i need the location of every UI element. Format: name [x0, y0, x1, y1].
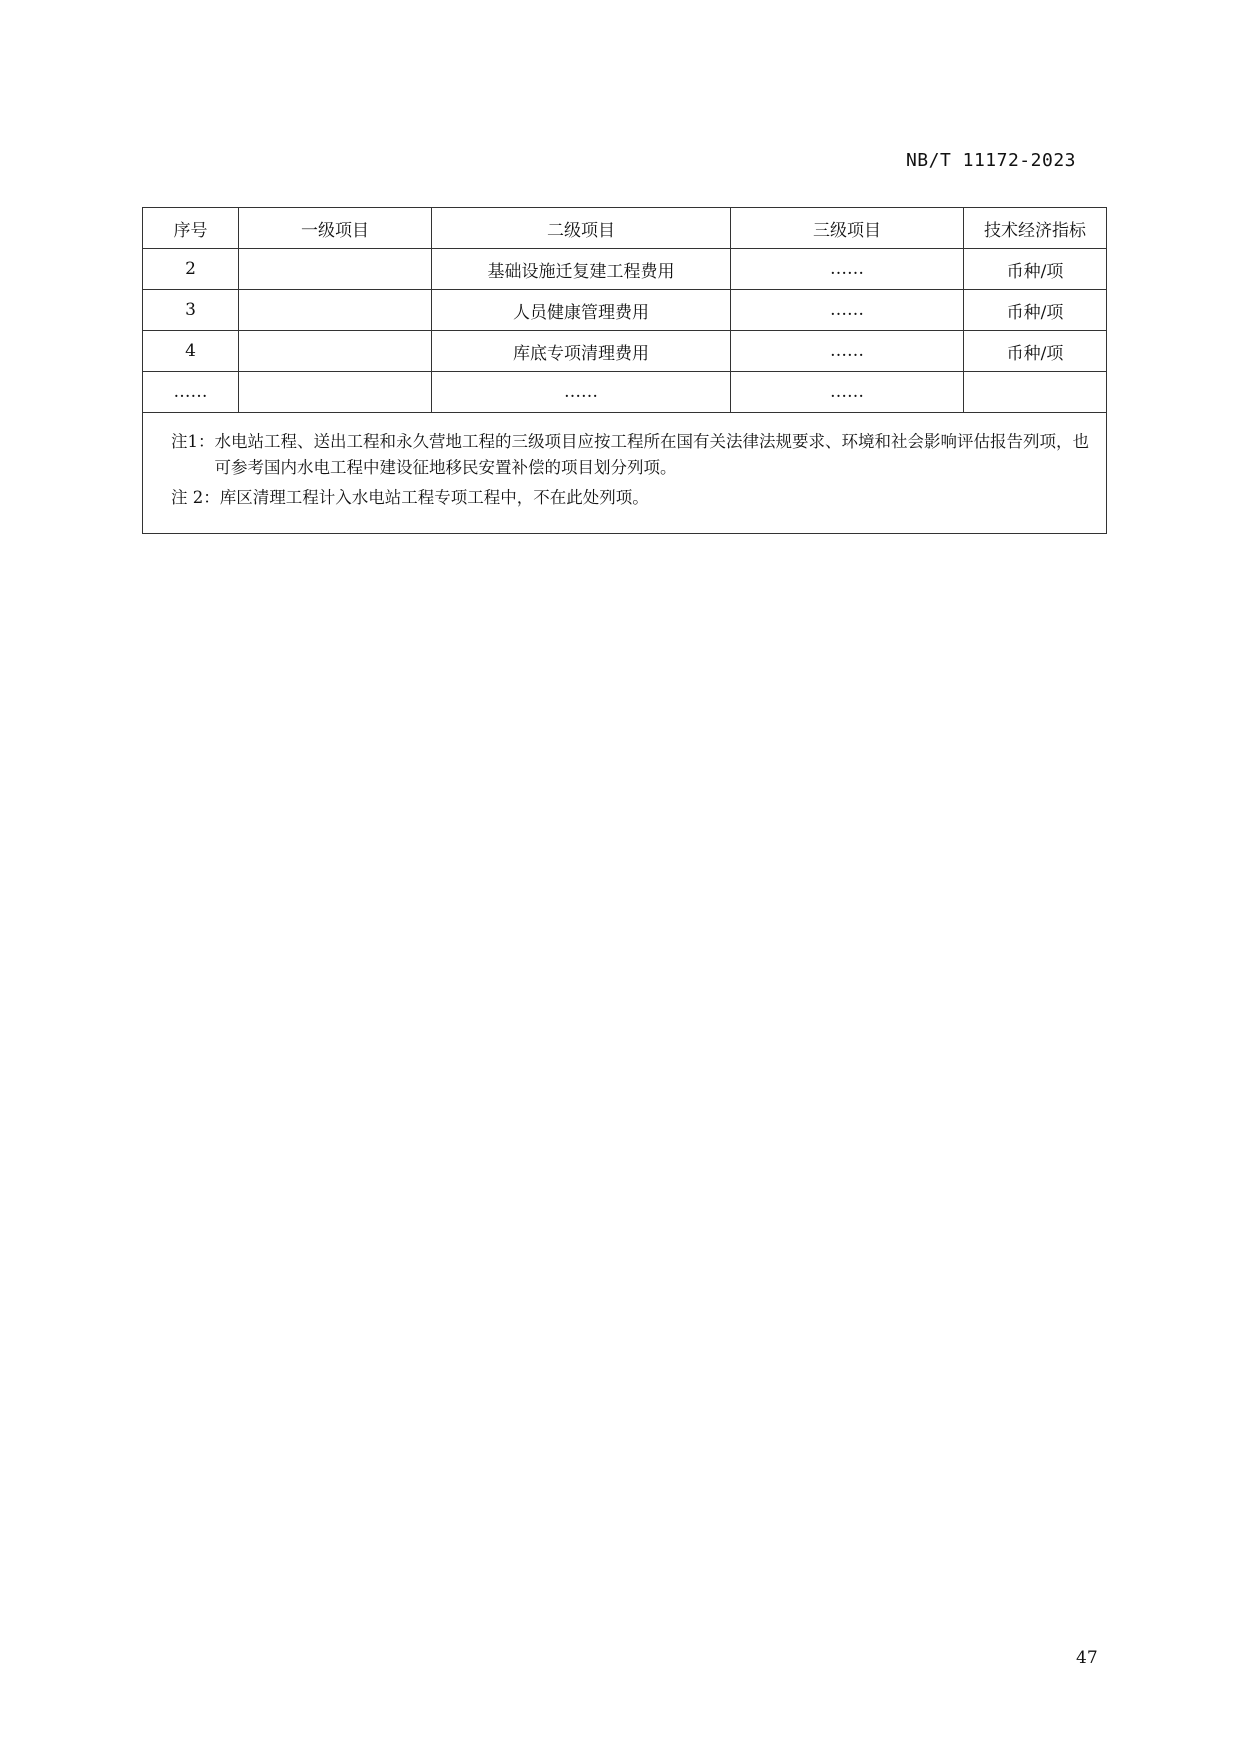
item-division-table-container	[142, 207, 1106, 534]
table-cell-level3: ……	[731, 372, 964, 413]
table-cell-seq: 2	[143, 249, 239, 290]
table-cell-seq: 4	[143, 331, 239, 372]
note-label: 注 2：	[171, 488, 220, 507]
page-number: 47	[1076, 1648, 1098, 1668]
table-cell-level1	[239, 331, 432, 372]
table-cell-level2: 库底专项清理费用	[432, 331, 731, 372]
table-cell-level3: ……	[731, 249, 964, 290]
table-cell-indicator	[964, 372, 1107, 413]
table-cell-level1	[239, 372, 432, 413]
table-row	[143, 290, 1107, 331]
table-row	[143, 249, 1107, 290]
column-header-level3: 三级项目	[731, 208, 964, 249]
table-note	[171, 485, 1100, 511]
table-notes-row	[143, 413, 1107, 534]
table-cell-level1	[239, 290, 432, 331]
note-label: 注1：	[171, 432, 215, 451]
item-division-table	[142, 207, 1107, 534]
table-note	[171, 429, 1100, 481]
column-header-seq: 序号	[143, 208, 239, 249]
column-header-level1: 一级项目	[239, 208, 432, 249]
table-header-row	[143, 208, 1107, 249]
table-cell-indicator: 币种/项	[964, 249, 1107, 290]
table-cell-level2: ……	[432, 372, 731, 413]
table-cell-indicator: 币种/项	[964, 290, 1107, 331]
table-cell-indicator: 币种/项	[964, 331, 1107, 372]
column-header-level2: 二级项目	[432, 208, 731, 249]
note-text: 库区清理工程计入水电站工程专项工程中，不在此处列项。	[219, 488, 649, 507]
table-cell-seq: ……	[143, 372, 239, 413]
table-row	[143, 372, 1107, 413]
table-cell-level1	[239, 249, 432, 290]
table-notes-cell	[143, 413, 1107, 534]
column-header-indicator: 技术经济指标	[964, 208, 1107, 249]
table-cell-level3: ……	[731, 290, 964, 331]
table-row	[143, 331, 1107, 372]
table-cell-seq: 3	[143, 290, 239, 331]
note-text: 水电站工程、送出工程和永久营地工程的三级项目应按工程所在国有关法律法规要求、环境和社会影响评估报告列项，也可参考国内水电工程中建设征地移民安置补偿的项目划分列项。	[214, 432, 1089, 477]
table-cell-level2: 人员健康管理费用	[432, 290, 731, 331]
table-cell-level3: ……	[731, 331, 964, 372]
standard-code: NB/T 11172-2023	[905, 150, 1076, 171]
table-cell-level2: 基础设施迁复建工程费用	[432, 249, 731, 290]
